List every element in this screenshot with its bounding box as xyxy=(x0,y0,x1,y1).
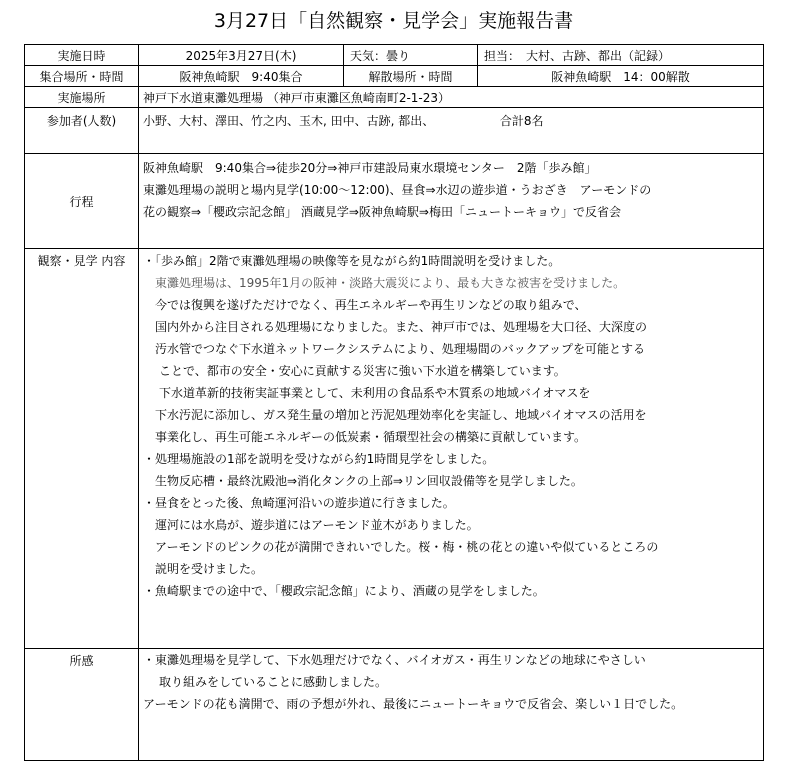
report-title: 3月27日「自然観察・見学会」実施報告書 xyxy=(213,10,574,32)
observation-line: 汚水管でつなぐ下水道ネットワークシステムにより、処理場間のバックアップを可能とする xyxy=(155,342,645,356)
observation-line: 事業化し、再生可能エネルギーの低炭素・循環型社会の構築に貢献しています。 xyxy=(155,430,587,444)
dismissal-value: 阪神魚崎駅 14：00解散 xyxy=(478,66,764,87)
row-date xyxy=(25,45,764,66)
meeting-label: 集合場所・時間 xyxy=(25,66,139,87)
impressions-line: 取り組みをしていることに感動しました。 xyxy=(159,675,388,689)
date-value: 2025年3月27日(木) xyxy=(139,45,344,66)
observation-line: ・昼食をとった後、魚崎運河沿いの遊歩道に行きました。 xyxy=(143,496,455,510)
observation-line: ことで、都市の安全・安心に貢献する災害に強い下水道を構築しています。 xyxy=(159,364,566,378)
observation-line: 説明を受けました。 xyxy=(155,562,264,576)
itinerary-line: 阪神魚崎駅 9:40集合⇒徒歩20分⇒神戸市建設局東水環境センター 2階「歩み館」 xyxy=(143,161,597,175)
row-impressions xyxy=(25,649,764,761)
row-observation xyxy=(25,249,764,649)
itinerary-cell xyxy=(139,154,764,249)
observation-line: ・「歩み館」2階で東灘処理場の映像等を見ながら約1時間説明を受けました。 xyxy=(143,254,561,268)
observation-line: アーモンドのピンクの花が満開できれいでした。桜・梅・桃の花との違いや似ているところの xyxy=(155,540,659,554)
staff-value: 担当： 大村、古跡、都出（記録） xyxy=(478,45,764,66)
weather-value: 天気：曇り xyxy=(344,45,478,66)
observation-cell xyxy=(139,249,764,649)
participants-total: 合計8名 xyxy=(499,114,544,128)
impressions-label: 所感 xyxy=(25,649,139,761)
observation-line: ・処理場施設の1部を説明を受けながら約1時間見学をしました。 xyxy=(143,452,495,466)
participants-value: 小野、大村、澤田、竹之内、玉木, 田中、古跡, 都出、 xyxy=(143,114,435,128)
impressions-line: アーモンドの花も満開で、雨の予想が外れ、最後にニュートーキョウで反省会、楽しい１日でした。 xyxy=(143,697,684,711)
place-label: 実施場所 xyxy=(25,87,139,108)
observation-line: ・魚崎駅までの途中で、「櫻政宗記念館」により、酒蔵の見学をしました。 xyxy=(143,584,545,598)
observation-label: 観察・見学 内容 xyxy=(25,249,139,649)
participants-cell xyxy=(139,108,764,154)
row-itinerary xyxy=(25,154,764,249)
observation-line: 東灘処理場は、1995年1月の阪神・淡路大震災により、最も大きな被害を受けました。 xyxy=(155,276,626,290)
observation-line: 下水道革新的技術実証事業として、未利用の食品系や木質系の地域バイオマスを xyxy=(159,386,591,400)
observation-line: 国内外から注目される処理場になりました。また、神戸市では、処理場を大口径、大深度の xyxy=(155,320,648,334)
meeting-value: 阪神魚崎駅 9:40集合 xyxy=(139,66,344,87)
dismissal-label: 解散場所・時間 xyxy=(344,66,478,87)
itinerary-line: 東灘処理場の説明と場内見学(10:00～12:00)、昼食⇒水辺の遊歩道・うおざき アーモンドの xyxy=(143,183,652,197)
report-table xyxy=(24,44,764,761)
row-place xyxy=(25,87,764,108)
date-label: 実施日時 xyxy=(25,45,139,66)
observation-line: 今では復興を遂げただけでなく、再生エネルギーや再生リンなどの取り組みで、 xyxy=(155,298,587,312)
impressions-cell xyxy=(139,649,764,761)
place-value: 神戸下水道東灘処理場 （神戸市東灘区魚崎南町2-1-23） xyxy=(139,87,764,108)
row-participants xyxy=(25,108,764,154)
itinerary-line: 花の観察⇒「櫻政宗記念館」 酒蔵見学⇒阪神魚崎駅⇒梅田「ニュートーキョウ」で反省会 xyxy=(143,205,621,219)
participants-label: 参加者(人数) xyxy=(25,108,139,154)
observation-line: 運河には水鳥が、遊歩道にはアーモンド並木がありました。 xyxy=(155,518,479,532)
observation-line: 下水汚泥に添加し、ガス発生量の増加と汚泥処理効率化を実証し、地域バイオマスの活用を xyxy=(155,408,647,422)
row-meeting xyxy=(25,66,764,87)
impressions-line: ・東灘処理場を見学して、下水処理だけでなく、バイオガス・再生リンなどの地球にやさしい xyxy=(143,653,646,667)
itinerary-label: 行程 xyxy=(25,154,139,249)
observation-line: 生物反応槽・最終沈殿池⇒消化タンクの上部⇒リン回収設備等を見学しました。 xyxy=(155,474,583,488)
